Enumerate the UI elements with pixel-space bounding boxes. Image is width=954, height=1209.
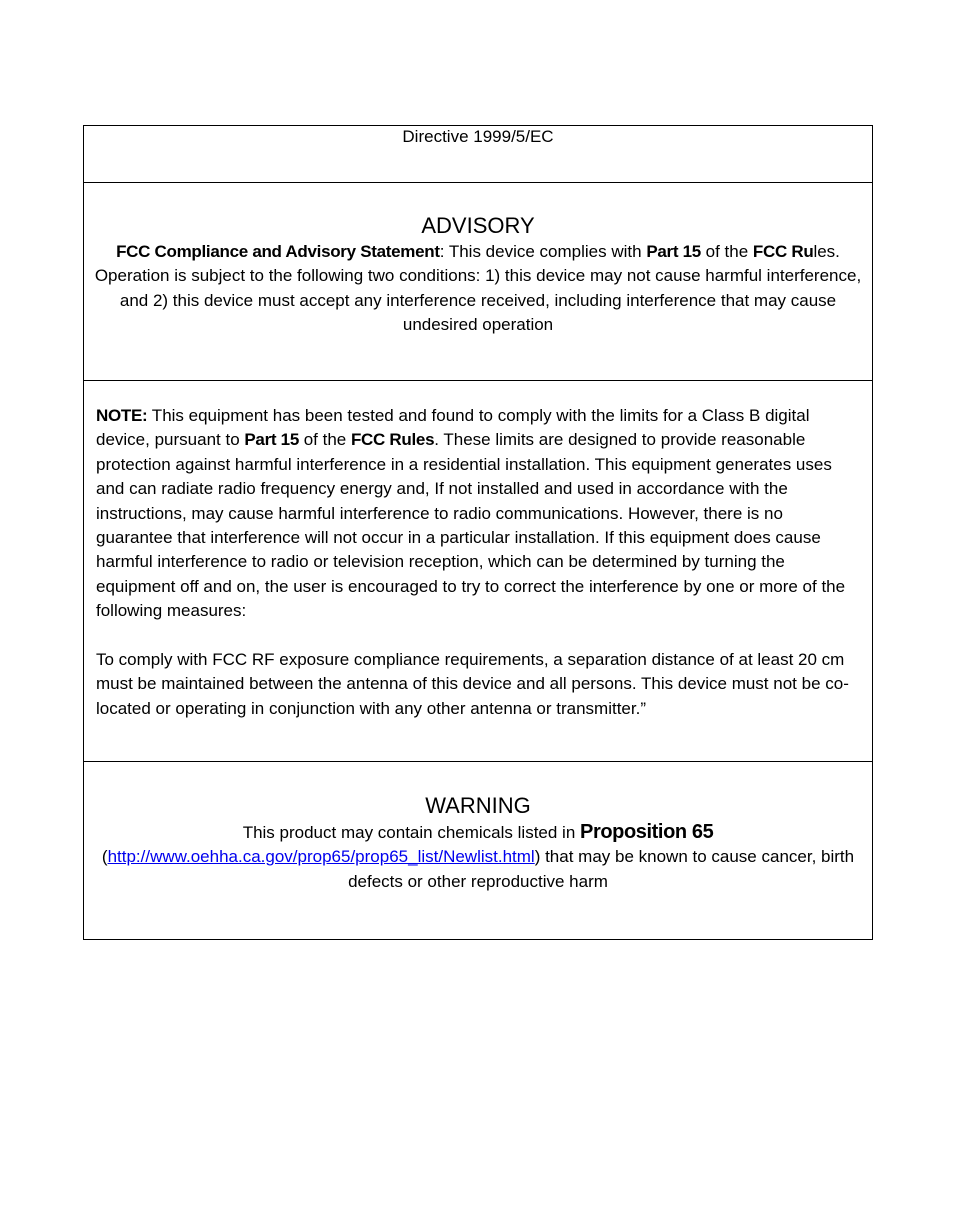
note-part-15: Part 15 (244, 430, 299, 450)
warning-statement (84, 820, 872, 894)
directive-text: Directive 1999/5/EC (402, 127, 554, 146)
warning-heading: WARNING (425, 793, 531, 818)
advisory-fcc-rules: FCC Ru (752, 242, 814, 261)
note-label: NOTE: (96, 406, 148, 425)
note-section (84, 381, 872, 762)
document-table (83, 125, 873, 940)
directive-cell (84, 126, 872, 183)
note-text-1: This equipment has been tested and found to comply with the limits for a Class B digital device, pursuant to (96, 406, 810, 450)
advisory-text-1: : This device complies with (439, 242, 647, 261)
note-text-3: . These limits are designed to provide reasonable protection against harmful interference in a residential installation. This equipment generates uses and can radiate radio frequency energy and, If not installed and used in accordance with the instructions, may cause harmful interference to radio communications. However, there is no guarantee that interference will not occur in a particular installation. If this equipment does cause harmful interference to radio or television reception, which can be determined by turning the equipment off and on, the user is encouraged to try to correct the interference by one or more of the following measures: (96, 430, 846, 621)
note-fcc-rules: FCC Rules (350, 430, 435, 450)
advisory-text-2: of the (700, 242, 753, 261)
advisory-part-15: Part 15 (646, 242, 701, 261)
warning-text-2: ) that may be known to cause cancer, birth defects or other reproductive harm (348, 847, 855, 891)
note-paragraph (96, 404, 860, 624)
advisory-statement (84, 240, 872, 338)
warning-text-1: This product may contain chemicals listed in (242, 823, 580, 842)
prop65-list-link[interactable]: http://www.oehha.ca.gov/prop65/prop65_list/Newlist.html (107, 847, 535, 867)
advisory-text-3: les. Operation is subject to the following two conditions: 1) this device may not cause harmful interference, and 2) this device must accept any interference received, including interference that may cause undesired operation (94, 242, 862, 335)
warning-paren-open: ( (101, 847, 108, 867)
proposition-65: Proposition 65 (580, 821, 714, 843)
rf-exposure-paragraph: To comply with FCC RF exposure compliance requirements, a separation distance of at least 20 cm must be maintained between the antenna of this device and all persons. This device must not be co-located or operating in conjunction with any other antenna or transmitter.” (96, 650, 849, 718)
advisory-heading: ADVISORY (421, 213, 535, 238)
advisory-label: FCC Compliance and Advisory Statement (116, 242, 440, 261)
note-text-2: of the (298, 430, 351, 450)
warning-section (84, 762, 872, 939)
advisory-section (84, 183, 872, 381)
